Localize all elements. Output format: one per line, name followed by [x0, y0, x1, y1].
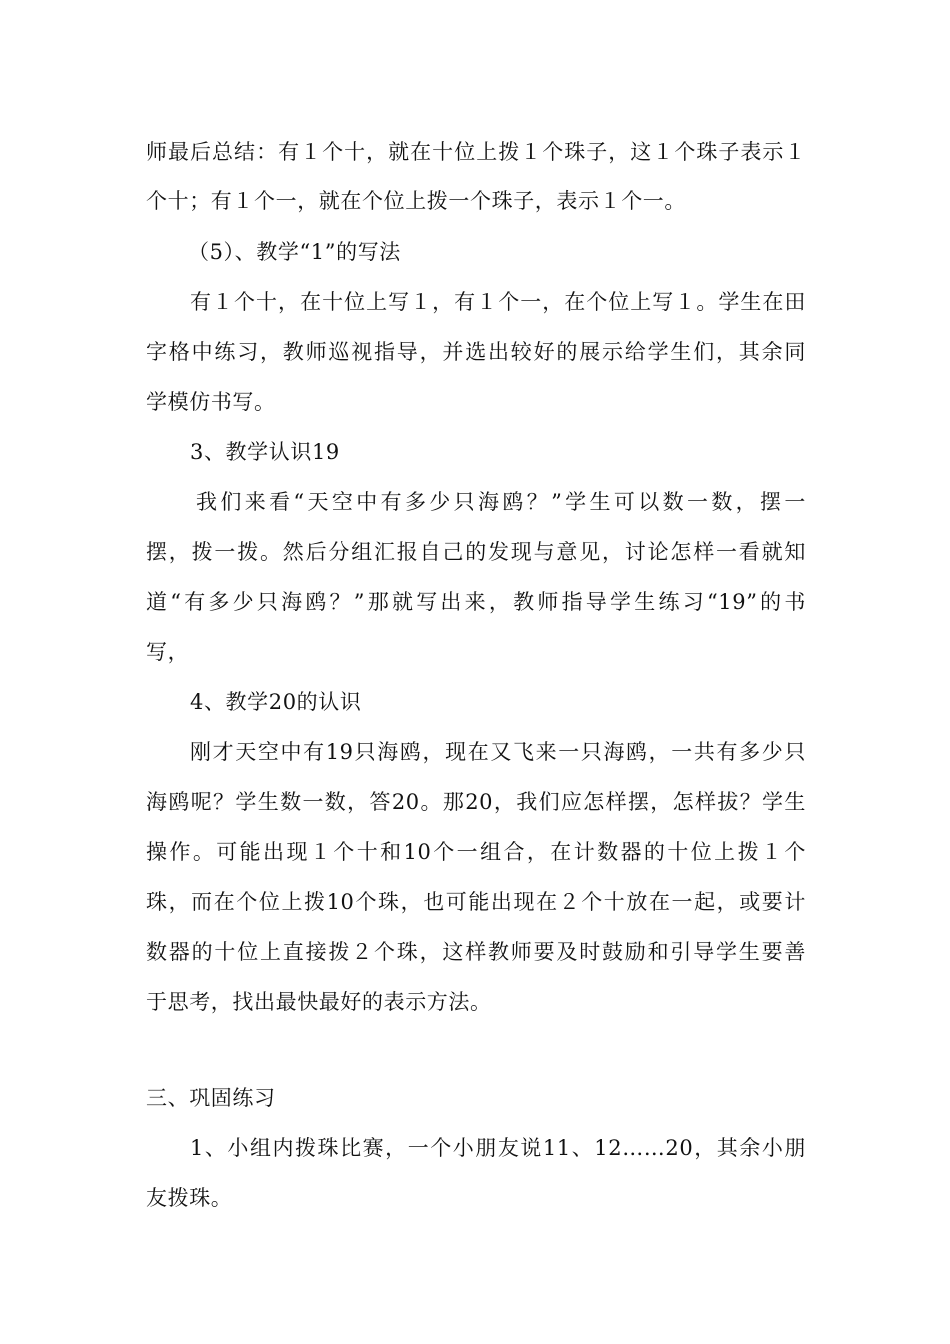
- paragraph-line: 于思考，找出最快最好的表示方法。: [146, 990, 492, 1014]
- chapter-heading: 三、巩固练习: [146, 1086, 276, 1110]
- paragraph-line: 1、小组内拨珠比赛，一个小朋友说11、12……20，其余小朋: [190, 1136, 806, 1160]
- paragraph-line: 珠，而在个位上拨10个珠，也可能出现在２个十放在一起，或要计: [146, 890, 806, 914]
- paragraph-line: 师最后总结：有１个十，就在十位上拨１个珠子，这１个珠子表示１: [146, 140, 806, 164]
- section-heading: 3、教学认识19: [190, 440, 340, 464]
- paragraph-line: 有１个十，在十位上写１，有１个一，在个位上写１。学生在田: [190, 290, 806, 314]
- paragraph-line: 海鸥呢？学生数一数，答20。那20，我们应怎样摆，怎样拔？学生: [146, 790, 806, 814]
- paragraph-line: 学模仿书写。: [146, 390, 276, 414]
- paragraph-line: 字格中练习，教师巡视指导，并选出较好的展示给学生们，其余同: [146, 340, 806, 364]
- paragraph-line: 摆，拨一拨。然后分组汇报自己的发现与意见，讨论怎样一看就知: [146, 540, 806, 564]
- paragraph-line: 刚才天空中有19只海鸥，现在又飞来一只海鸥，一共有多少只: [190, 740, 806, 764]
- section-heading: 4、教学20的认识: [190, 690, 362, 714]
- section-heading: （5）、教学“1”的写法: [188, 240, 401, 264]
- paragraph-line: 友拨珠。: [146, 1186, 233, 1210]
- paragraph-line: 操作。可能出现１个十和10个一组合，在计数器的十位上拨１个: [146, 840, 806, 864]
- paragraph-line: 个十；有１个一，就在个位上拨一个珠子，表示１个一。: [146, 189, 686, 213]
- paragraph-line: 我们来看“天空中有多少只海鸥？”学生可以数一数，摆一: [196, 490, 806, 514]
- paragraph-line: 写，: [146, 640, 190, 664]
- paragraph-line: 道“有多少只海鸥？”那就写出来，教师指导学生练习“19”的书: [146, 590, 806, 614]
- paragraph-line: 数器的十位上直接拨２个珠，这样教师要及时鼓励和引导学生要善: [146, 940, 806, 964]
